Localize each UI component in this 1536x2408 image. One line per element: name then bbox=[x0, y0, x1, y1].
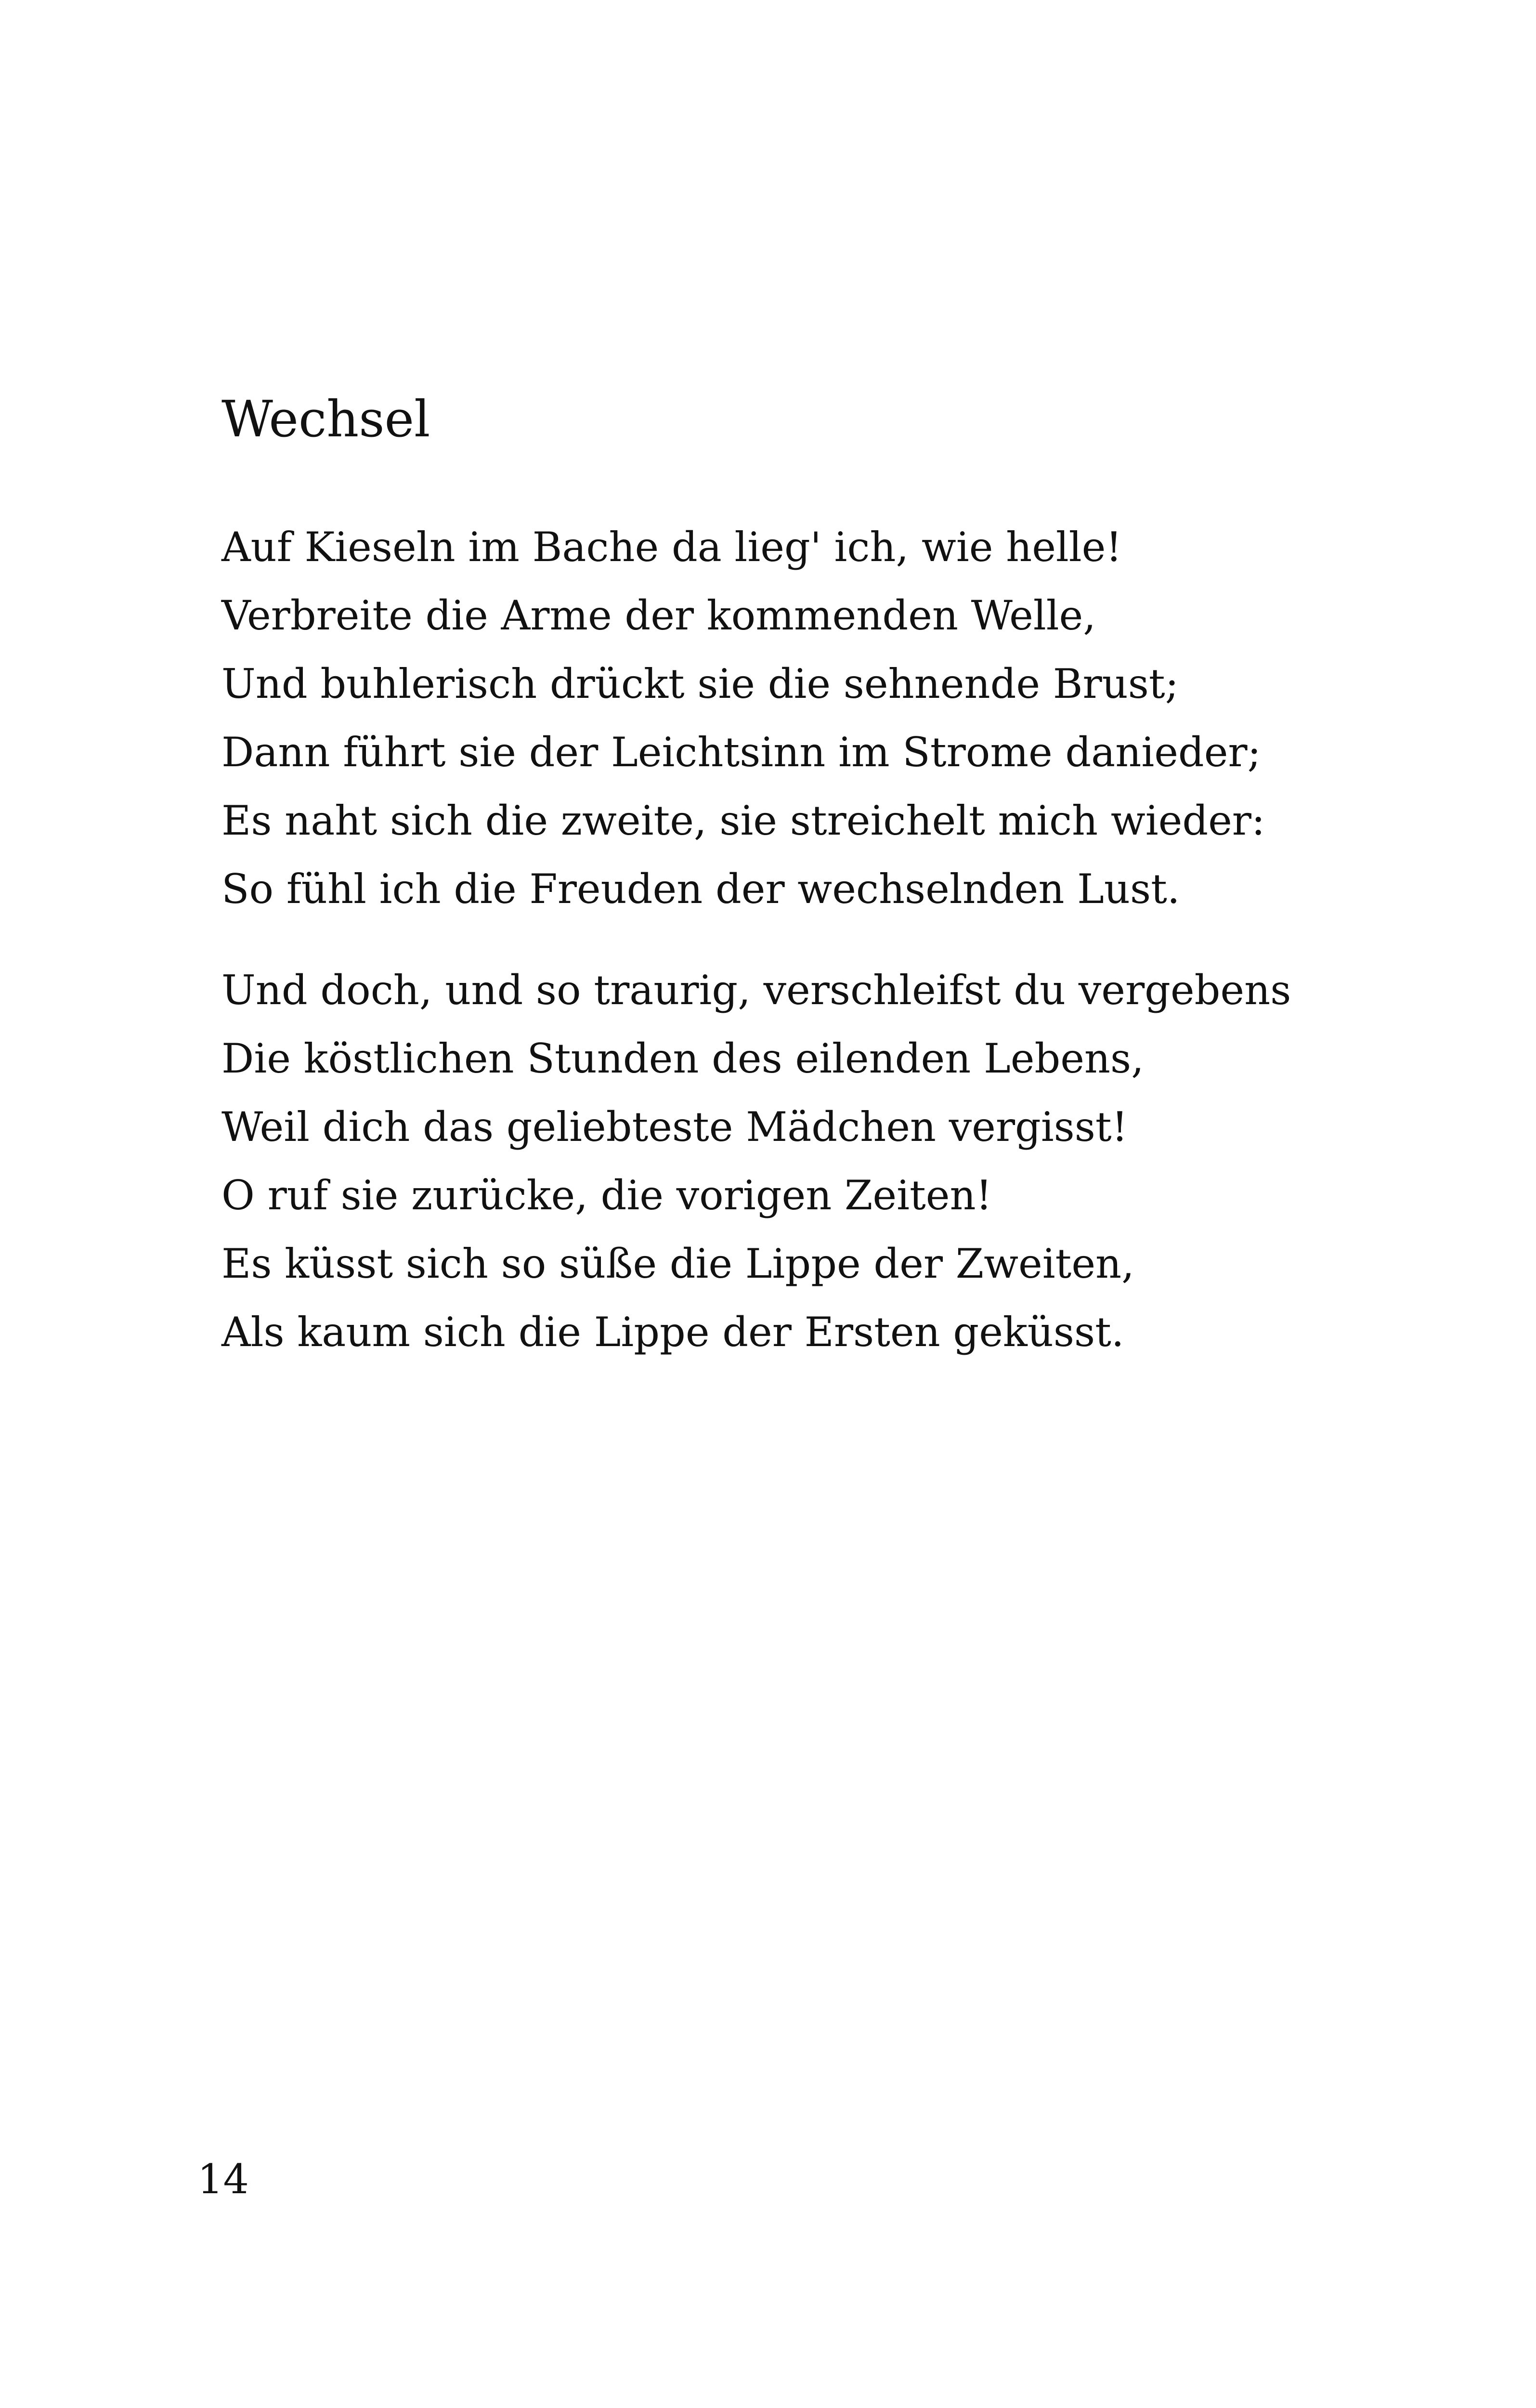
stanza-2 bbox=[221, 956, 1291, 1366]
stanza-1 bbox=[221, 513, 1265, 923]
verse-line: O ruf sie zurücke, die vorigen Zeiten! bbox=[221, 1172, 992, 1219]
verse-line: Es naht sich die zweite, sie streichelt mich wieder: bbox=[221, 797, 1265, 844]
verse-line: Die köstlichen Stunden des eilenden Lebens, bbox=[221, 1035, 1144, 1082]
verse-line: Weil dich das geliebteste Mädchen vergisst! bbox=[221, 1103, 1128, 1151]
verse-line: Auf Kieseln im Bache da lieg' ich, wie helle! bbox=[221, 523, 1122, 571]
verse-line: Verbreite die Arme der kommenden Welle, bbox=[221, 592, 1096, 639]
verse-line: Es küsst sich so süße die Lippe der Zweiten, bbox=[221, 1240, 1134, 1287]
verse-line: Und doch, und so traurig, verschleifst du vergebens bbox=[221, 967, 1291, 1014]
verse-line: Dann führt sie der Leichtsinn im Strome danieder; bbox=[221, 729, 1261, 776]
verse-line: Als kaum sich die Lippe der Ersten geküsst. bbox=[221, 1309, 1124, 1356]
verse-line: Und buhlerisch drückt sie die sehnende Brust; bbox=[221, 660, 1179, 707]
verse-line: So fühl ich die Freuden der wechselnden Lust. bbox=[221, 865, 1180, 913]
poem-title: Wechsel bbox=[221, 390, 430, 448]
page-number: 14 bbox=[197, 2156, 249, 2203]
